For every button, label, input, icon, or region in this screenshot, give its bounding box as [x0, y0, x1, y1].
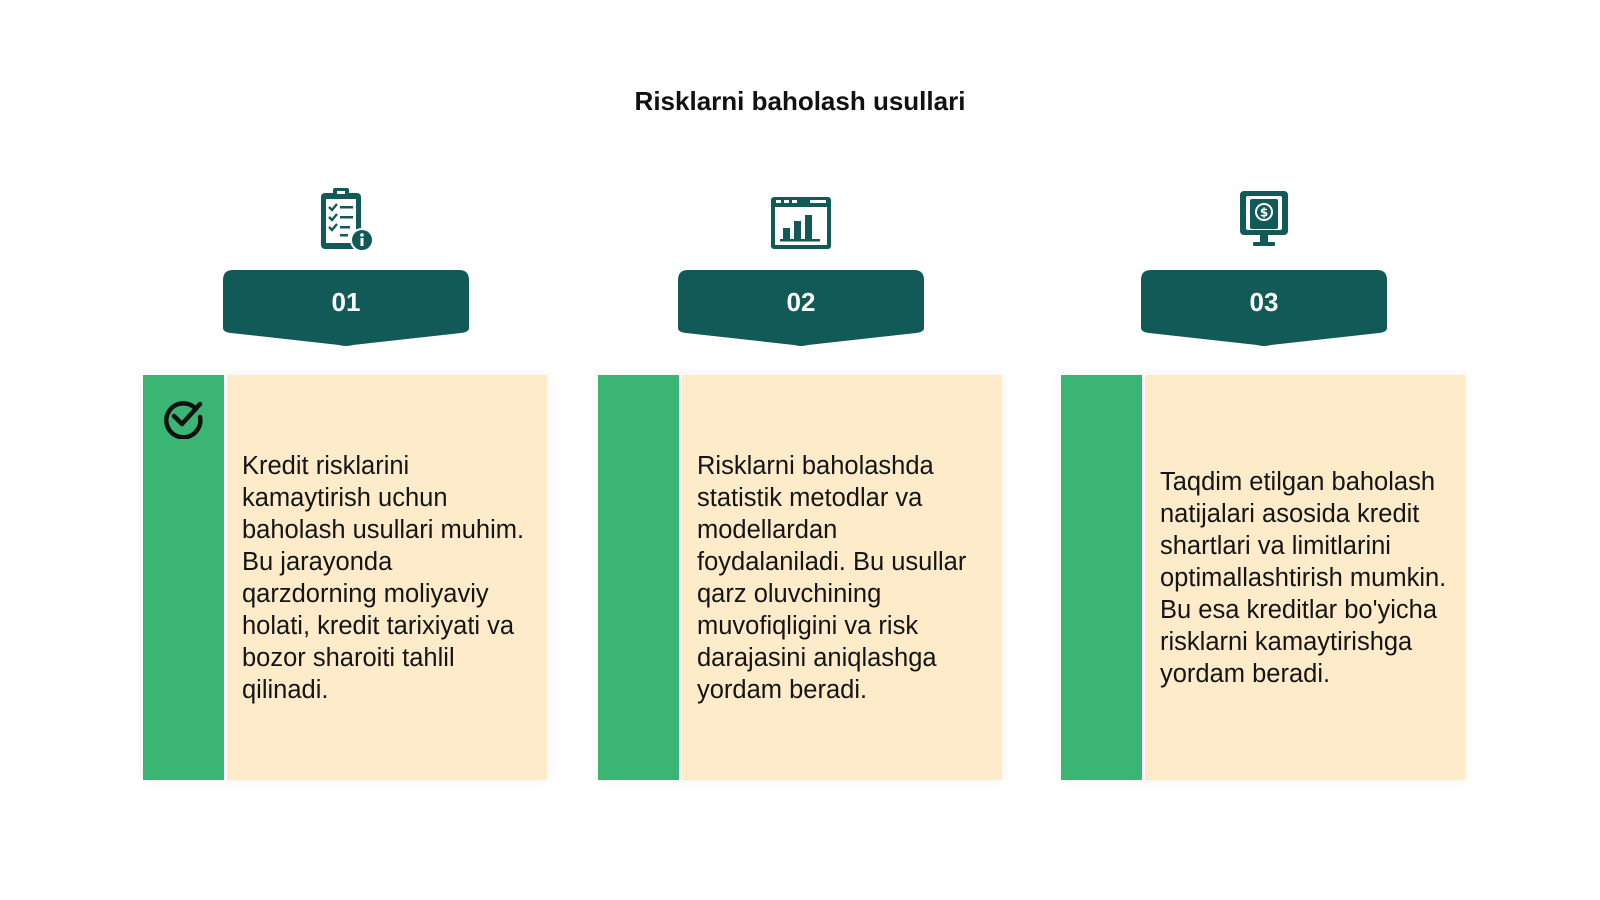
clipboard-checklist-info-icon [311, 185, 381, 255]
step-number: 01 [331, 287, 361, 317]
step-card [143, 375, 547, 780]
page-title: Risklarni baholash usullari [634, 86, 966, 116]
step-number-badge [223, 270, 469, 347]
step-column-2 [598, 185, 1008, 785]
step-description: Taqdim etilgan baholash natijalari asosida kredit shartlari va limitlarini optimallashtirish mumkin. Bu esa kreditlar bo'yicha risklarni kamaytirishga yordam beradi. [1160, 467, 1447, 688]
check-circle-icon [161, 395, 205, 439]
step-description: Risklarni baholashda statistik metodlar va modellardan foydalaniladi. Bu usullar qarz oluvchining muvofiqligini va risk darajasini aniqlashga yordam beradi. [697, 451, 967, 704]
card-accent-bar [1061, 375, 1142, 780]
card-text-panel [1145, 375, 1465, 780]
step-card [598, 375, 1002, 780]
step-card [1061, 375, 1465, 780]
card-accent-bar [143, 375, 224, 780]
step-column-1 [143, 185, 553, 785]
step-number-badge [1141, 270, 1387, 347]
card-text-panel [682, 375, 1002, 780]
monitor-dollar-icon [1229, 185, 1299, 255]
step-number: 02 [786, 287, 816, 317]
card-accent-bar [598, 375, 679, 780]
step-column-3 [1061, 185, 1471, 785]
step-description: Kredit risklarini kamaytirish uchun baholash usullari muhim. Bu jarayonda qarzdorning moliyaviy holati, kredit tarixiyati va bozor sharoiti tahlil qilinadi. [242, 451, 525, 704]
svg-text:$: $ [1259, 205, 1269, 220]
card-text-panel [227, 375, 547, 780]
step-number-badge [678, 270, 924, 347]
browser-bar-chart-icon [766, 185, 836, 255]
step-number: 03 [1249, 287, 1279, 317]
